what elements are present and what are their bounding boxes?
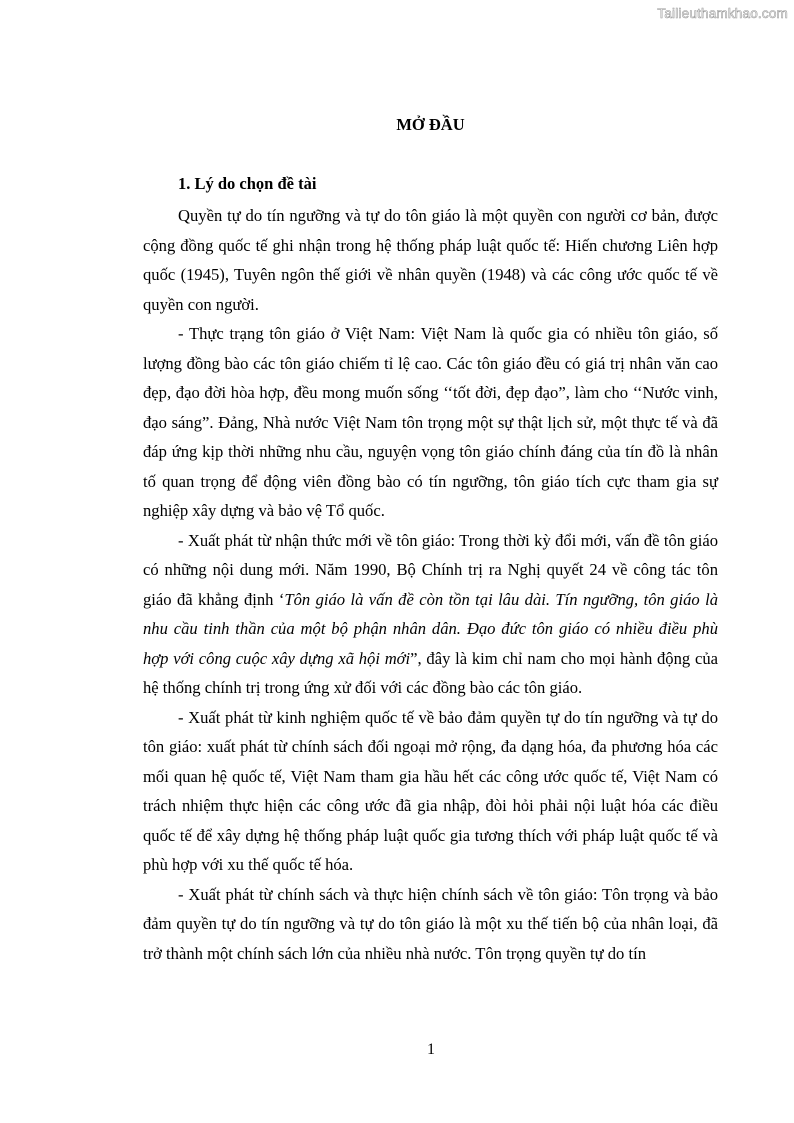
watermark-text: Tailieuthamkhao.com <box>657 6 788 21</box>
paragraph-new-awareness-tail: ”, đây là kim chỉ nam cho mọi hành động của hệ thống chính trị trong ứng xử đối với các đồng bào các tôn giáo. <box>143 648 718 697</box>
section-heading: 1. Lý do chọn đề tài <box>178 174 317 193</box>
paragraph-intro: Quyền tự do tín ngưỡng và tự do tôn giáo là một quyền con người cơ bản, được cộng đồng quốc tế ghi nhận trong hệ thống pháp luật quốc tế: Hiến chương Liên hợp quốc (1945), Tuyên ngôn thế giới về nhân quyền (1948) và các công ước quốc tế về quyền con người. <box>143 206 718 314</box>
paragraph-new-awareness-lead: - Xuất phát từ nhận thức mới về tôn giáo: Trong thời kỳ đổi mới, vấn đề tôn giáo có những nội dung mới. Năm 1990, Bộ Chính trị ra Nghị quyết 24 về công tác tôn giáo đã khẳng định ‘ <box>143 530 718 609</box>
paragraph-new-awareness <box>143 526 718 703</box>
paragraph-policy: - Xuất phát từ chính sách và thực hiện chính sách về tôn giáo: Tôn trọng và bảo đảm quyền tự do tín ngưỡng và tự do tôn giáo là một xu thế tiến bộ của nhân loại, đã trở thành một chính sách lớn của nhiều nhà nước. Tôn trọng quyền tự do tín <box>143 884 718 963</box>
paragraph-religion-status: - Thực trạng tôn giáo ở Việt Nam: Việt Nam là quốc gia có nhiều tôn giáo, số lượng đồng bào các tôn giáo chiếm tỉ lệ cao. Các tôn giáo đều có giá trị nhân văn cao đẹp, đạo đời hòa hợp, đều mong muốn sống ‘‘tốt đời, đẹp đạo”, làm cho ‘‘Nước vinh, đạo sáng”. Đảng, Nhà nước Việt Nam tôn trọng một sự thật lịch sử, một thực tế và đã đáp ứng kịp thời những nhu cầu, nguyện vọng tôn giáo chính đáng của tín đồ là nhân tố quan trọng để động viên đồng bào có tín ngưỡng, tôn giáo tích cực tham gia sự nghiệp xây dựng và bảo vệ Tổ quốc. <box>143 324 718 520</box>
page-number: 1 <box>427 1041 435 1058</box>
resolution-quote: Tôn giáo là vấn đề còn tồn tại lâu dài. Tín ngưỡng, tôn giáo là nhu cầu tinh thần của một bộ phận nhân dân. Đạo đức tôn giáo có nhiều điều phù hợp với công cuộc xây dựng xã hội mới <box>143 589 718 668</box>
paragraph-international-experience: - Xuất phát từ kinh nghiệm quốc tế về bảo đảm quyền tự do tín ngưỡng và tự do tôn giáo: xuất phát từ chính sách đối ngoại mở rộng, đa dạng hóa, đa phương hóa các mối quan hệ quốc tế, Việt Nam tham gia hầu hết các công ước quốc tế, Việt Nam có trách nhiệm thực hiện các công ước đã gia nhập, đòi hỏi phải nội luật hóa các điều quốc tế để xây dựng hệ thống pháp luật quốc gia tương thích với pháp luật quốc tế và phù hợp với xu thế quốc tế hóa. <box>143 707 718 874</box>
page-title: MỞ ĐẦU <box>396 115 465 134</box>
document-body <box>143 114 718 968</box>
